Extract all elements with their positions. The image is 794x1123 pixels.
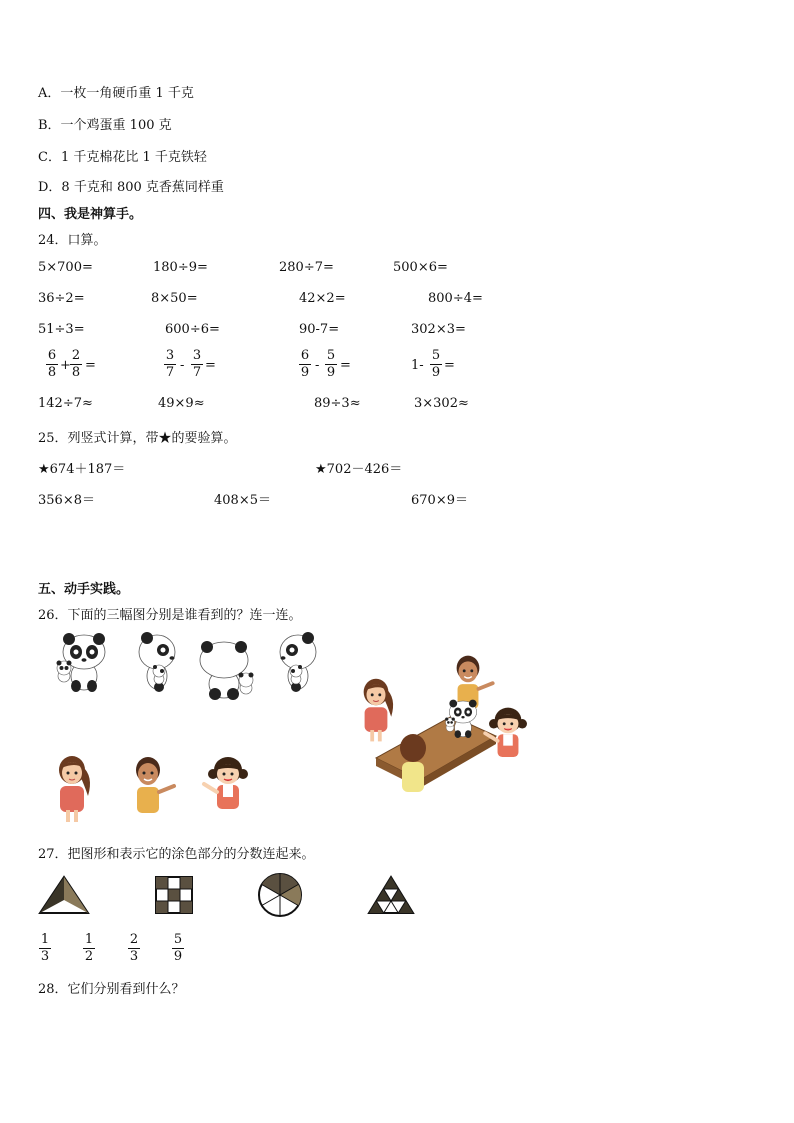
fraction: $\frac{5}{9}$ [431,348,441,380]
section-heading-5: 五、动手实践。 [38,582,130,597]
option-d: D．8 千克和 800 克香蕉同样重 [38,180,224,195]
equals-sign: = [205,358,216,373]
estimate-item: 49×9≈ [158,396,205,411]
operator: + [60,358,71,373]
equals-sign: = [85,358,96,373]
estimate-item: 3×302≈ [414,396,469,411]
shaded-triangle-grid-shape [369,877,413,913]
vertical-calc-item: 408×5＝ [214,493,271,508]
option-a: A．一枚一角硬币重 1 千克 [38,86,194,101]
equals-sign: = [340,358,351,373]
estimate-item: 142÷7≈ [38,396,93,411]
shaded-circle-shape [259,874,301,916]
operator: - [315,358,320,373]
question-26-title: 26．下面的三幅图分别是谁看到的？连一连。 [38,608,302,623]
operator: 1- [411,358,424,373]
vertical-calc-item: 670×9＝ [411,493,468,508]
answer-fraction: $\frac{2}{3}$ [129,932,139,964]
equals-sign: = [444,358,455,373]
shaded-square-grid-shape [156,877,192,913]
calc-item: 302×3= [411,322,466,337]
calc-item: 8×50= [151,291,198,306]
fraction: $\frac{2}{8}$ [71,348,81,380]
calc-item: 280÷7= [279,260,334,275]
shaded-triangle-shape [40,877,88,913]
fraction: $\frac{3}{7}$ [165,348,175,380]
vertical-calc-item: ★674＋187＝ [38,462,126,477]
fraction: $\frac{5}{9}$ [326,348,336,380]
question-25-title: 25．列竖式计算，带★的要验算。 [38,431,237,446]
calc-item: 90-7= [299,322,340,337]
calc-item: 800÷4= [428,291,483,306]
option-b: B．一个鸡蛋重 100 克 [38,118,172,133]
fraction: $\frac{6}{8}$ [47,348,57,380]
vertical-calc-item: 356×8＝ [38,493,95,508]
estimate-item: 89÷3≈ [314,396,361,411]
option-c: C．1 千克棉花比 1 千克铁轻 [38,150,207,165]
question-24-title: 24．口算。 [38,233,107,248]
operator: - [180,358,185,373]
calc-item: 600÷6= [165,322,220,337]
calc-item: 51÷3= [38,322,85,337]
answer-fraction: $\frac{1}{3}$ [40,932,50,964]
calc-item: 36÷2= [38,291,85,306]
section-heading-4: 四、我是神算手。 [38,207,143,222]
question-28-title: 28．它们分别看到什么？ [38,982,185,997]
vertical-calc-item: ★702－426＝ [315,462,403,477]
answer-fraction: $\frac{5}{9}$ [173,932,183,964]
question-27-title: 27．把图形和表示它的涂色部分的分数连起来。 [38,847,315,862]
calc-item: 5×700= [38,260,93,275]
calc-item: 180÷9= [153,260,208,275]
fraction: $\frac{3}{7}$ [192,348,202,380]
calc-item: 500×6= [393,260,448,275]
fraction: $\frac{6}{9}$ [300,348,310,380]
answer-fraction: $\frac{1}{2}$ [84,932,94,964]
calc-item: 42×2= [299,291,346,306]
